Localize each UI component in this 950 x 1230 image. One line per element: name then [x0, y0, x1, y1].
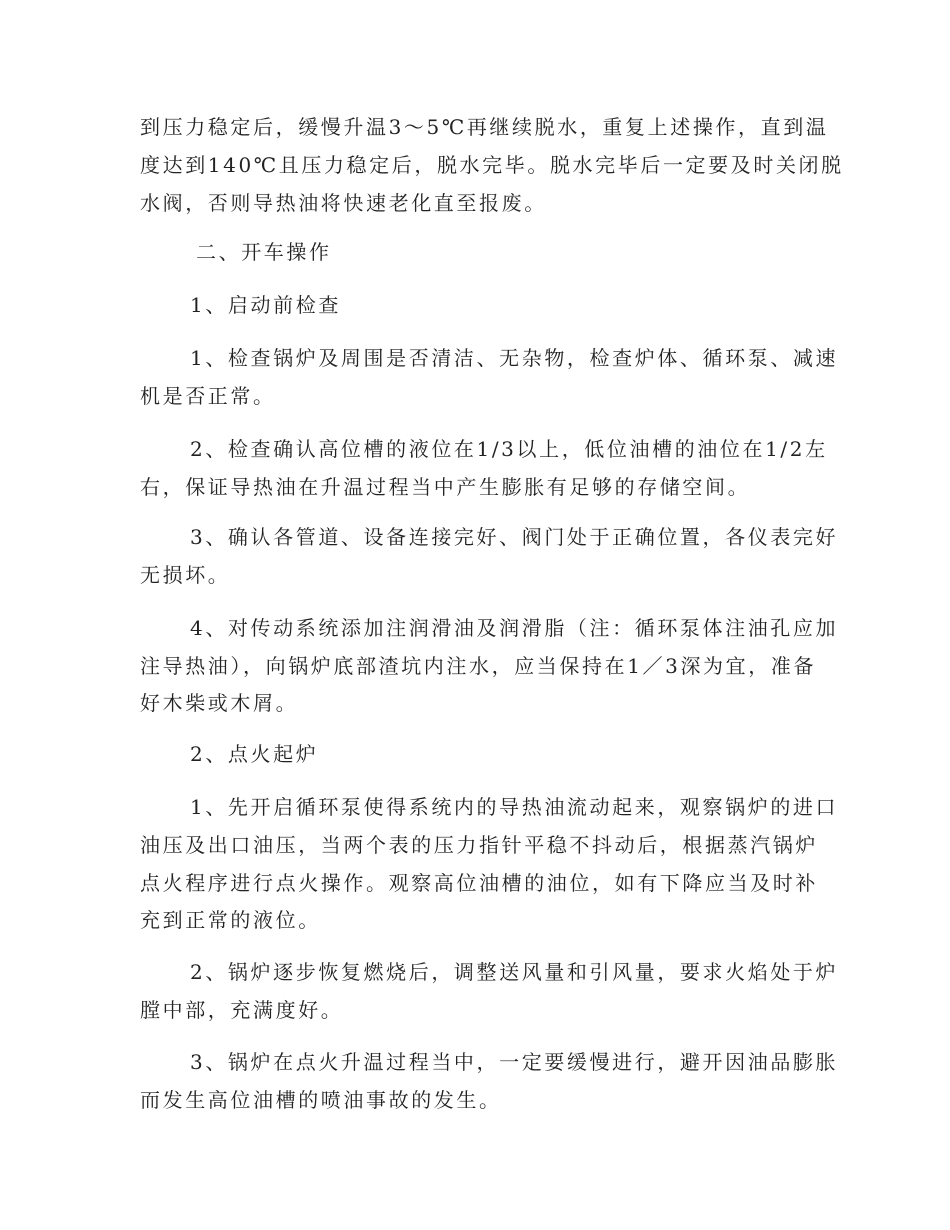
- section-heading: 二、开车操作: [196, 240, 332, 264]
- paragraph-line: 好木柴或木屑。: [140, 691, 299, 715]
- paragraph-line: 3、确认各管道、设备连接完好、阀门处于正确位置，各仪表完好: [190, 525, 839, 549]
- paragraph-line: 充到正常的液位。: [140, 908, 321, 932]
- paragraph-line: 度达到140℃且压力稳定后，脱水完毕。脱水完毕后一定要及时关闭脱: [140, 153, 844, 177]
- paragraph-line: 无损坏。: [140, 563, 231, 587]
- subsection-heading: 2、点火起炉: [190, 742, 319, 766]
- paragraph-line: 油压及出口油压，当两个表的压力指针平稳不抖动后，根据蒸汽锅炉: [140, 833, 818, 857]
- paragraph-line: 2、锅炉逐步恢复燃烧后，调整送风量和引风量，要求火焰处于炉: [190, 960, 839, 984]
- paragraph-line: 3、锅炉在点火升温过程当中，一定要缓慢进行，避开因油品膨胀: [190, 1050, 839, 1074]
- paragraph-line: 2、检查确认高位槽的液位在1/3以上，低位油槽的油位在1/2左: [190, 437, 828, 461]
- paragraph-line: 右，保证导热油在升温过程当中产生膨胀有足够的存储空间。: [140, 475, 751, 499]
- paragraph-line: 膛中部，充满度好。: [140, 998, 344, 1022]
- paragraph-line: 1、检查锅炉及周围是否清洁、无杂物，检查炉体、循环泵、减速: [190, 346, 839, 370]
- paragraph-line: 到压力稳定后，缓慢升温3～5℃再继续脱水，重复上述操作，直到温: [140, 115, 829, 139]
- paragraph-line: 点火程序进行点火操作。观察高位油槽的油位，如有下降应当及时补: [140, 871, 818, 895]
- paragraph-line: 4、对传动系统添加注润滑油及润滑脂（注：循环泵体注油孔应加: [190, 616, 839, 640]
- paragraph-line: 水阀，否则导热油将快速老化直至报废。: [140, 191, 547, 215]
- paragraph-line: 1、先开启循环泵使得系统内的导热油流动起来，观察锅炉的进口: [190, 795, 839, 819]
- paragraph-line: 注导热油），向锅炉底部渣坑内注水，应当保持在1／3深为宜，准备: [140, 654, 817, 678]
- subsection-heading: 1、启动前检查: [190, 293, 341, 317]
- paragraph-line: 机是否正常。: [140, 384, 276, 408]
- paragraph-line: 而发生高位油槽的喷油事故的发生。: [140, 1088, 502, 1112]
